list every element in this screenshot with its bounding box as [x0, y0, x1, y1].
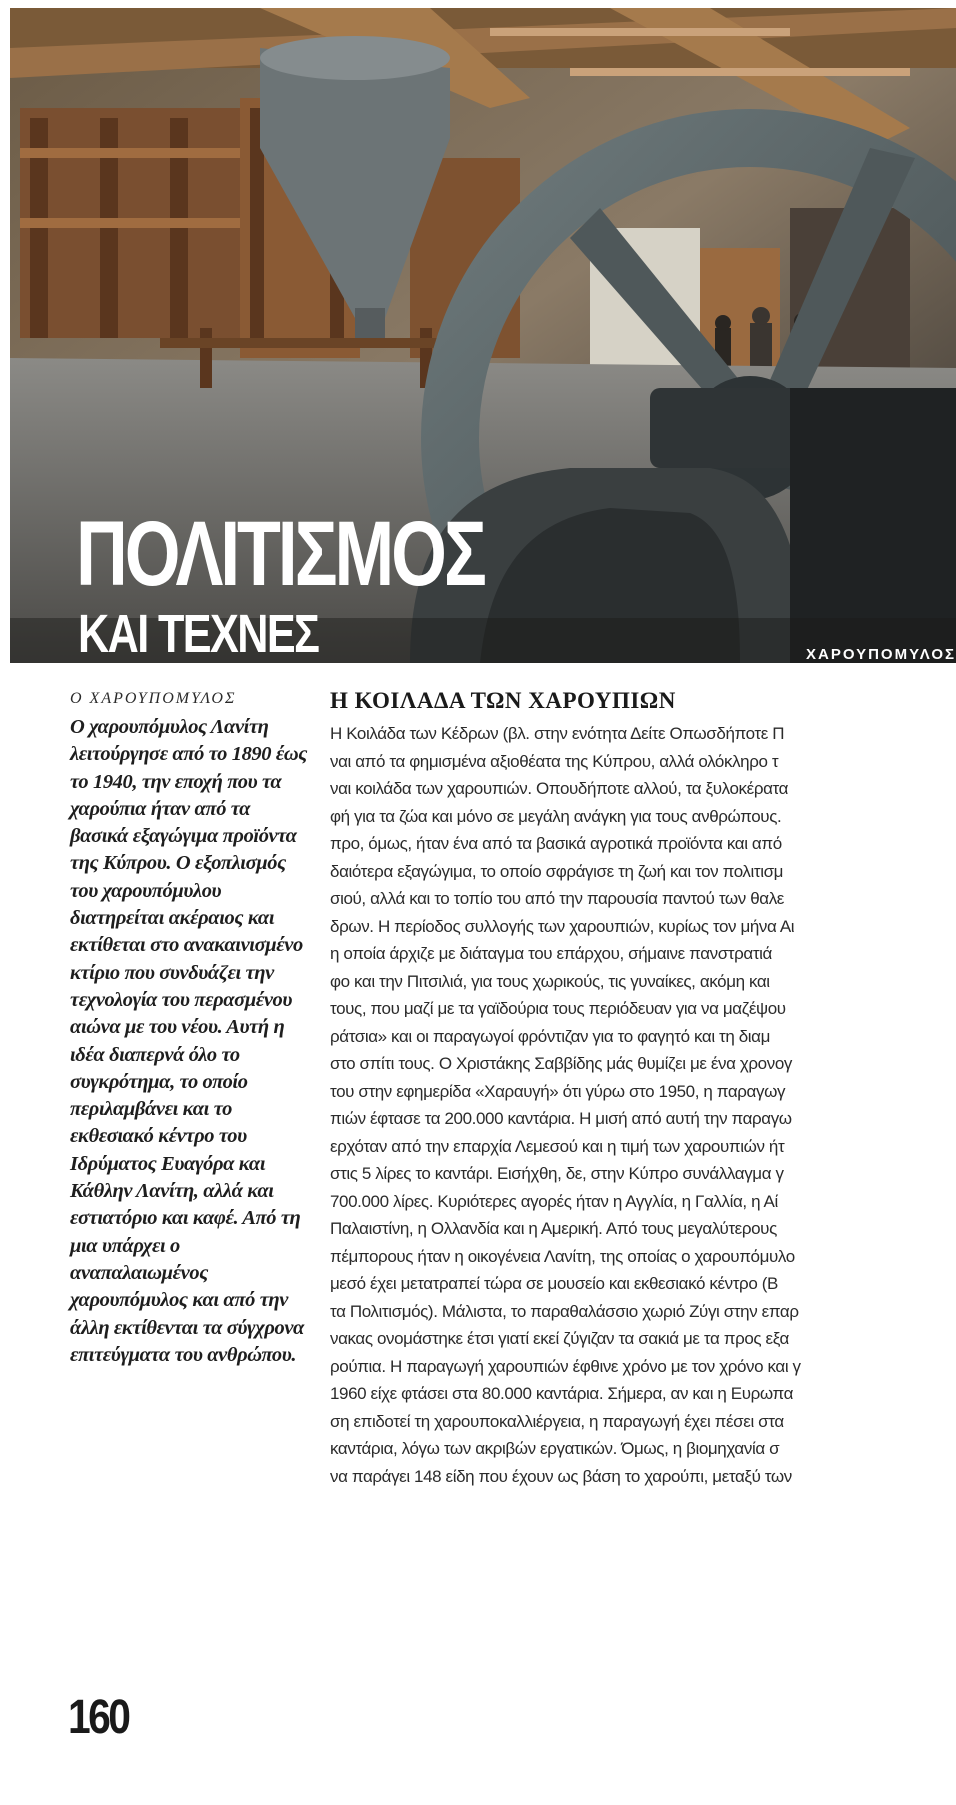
sidebar-body-text: Ο χαρουπόμυλος Λανίτη λειτούργησε από το 1890 έως το 1940, την εποχή που τα χαρούπια ήταν από τα βασικά εξαγώγιμα προϊόντα της Κύπρου. Ο εξοπλισμός του χαρουπόμυλου διατηρείται ακέραιος και εκτίθεται στο ανακαινισμένο κτίριο που συνδυάζει την τεχνολογία του περασμένου αιώνα με του νέου. Αυτή η ιδέα διαπερνά όλο το συγκρότημα, το οποίο περιλαμβάνει και το εκθεσιακό κέντρο του Ιδρύματος Ευαγόρα και Κάθλην Λανίτη, αλλά και εστιατόριο και καφέ. Από τη μια υπάρχει ο αναπαλαιωμένος χαρουπόμυλος και από την άλλη εκτίθενται τα σύγχρονα επιτεύγματα του ανθρώπου.	[70, 716, 308, 1366]
article-line: Παλαιστίνη, η Ολλανδία και η Αμερική. Από τους μεγαλύτερους	[330, 1219, 777, 1238]
sidebar-kicker: Ο ΧΑΡΟΥΠΟΜΥΛΟΣ	[70, 690, 237, 707]
section-title-kai-texnes: ΚΑΙ ΤΕΧΝΕΣ	[78, 604, 319, 663]
article-line: ναι κοιλάδα των χαρουπιών. Οπουδήποτε αλλού, τα ξυλοκέρατα	[330, 779, 789, 798]
article-line: ράτσια» και οι παραγωγοί φρόντιζαν για το φαγητό και τη διαμ	[330, 1026, 770, 1046]
article-line: ναι από τα φημισμένα αξιοθέατα της Κύπρου, αλλά ολόκληρο τ	[330, 751, 779, 771]
page-number: 160	[68, 1691, 129, 1744]
article-line: ση επιδοτεί τη χαρουποκαλλιέργεια, η παραγωγή έχει πέσει στα	[330, 1411, 784, 1431]
article-line: του στην εφημερίδα «Χαραυγή» ότι γύρω στο 1950, η παραγωγ	[330, 1081, 786, 1101]
article-line: στο σπίτι τους. Ο Χριστάκης Σαββίδης μάς θυμίζει με ένα χρονογ	[330, 1054, 792, 1073]
photo-caption-label: ΧΑΡΟΥΠΟΜΥΛΟΣ	[805, 646, 956, 663]
article-line: Η Κοιλάδα των Κέδρων (βλ. στην ενότητα Δείτε Οπωσδήποτε Π	[330, 724, 785, 743]
article-title: Η ΚΟΙΛΑΔΑ ΤΩΝ ΧΑΡΟΥΠΙΩΝ	[330, 688, 676, 713]
article-line: φο και την Πιτσιλιά, για τους χωρικούς, τις γυναίκες, ακόμη και	[330, 971, 770, 991]
article-line: δρων. Η περίοδος συλλογής των χαρουπιών, κυρίως τον μήνα Αι	[330, 916, 795, 936]
article-line: 700.000 λίρες. Κυριότερες αγορές ήταν η Αγγλία, η Γαλλία, η Αί	[330, 1191, 778, 1211]
article-line: καντάρια, λόγω των ακριβών εργατικών. Όμως, η βιομηχανία σ	[330, 1439, 780, 1458]
section-title-politismos: ΠΟΛΙΤΙΣΜΟΣ	[76, 503, 484, 605]
article-line: τα Πολιτισμός). Μάλιστα, το παραθαλάσσιο χωριό Ζύγι στην επαρ	[330, 1301, 799, 1321]
article-line: ερχόταν από την επαρχία Λεμεσού και η τιμή των χαρουπιών ήτ	[330, 1136, 785, 1156]
article-line: φή για τα ζώα και μόνο σε μεγάλη ανάγκη για τους ανθρώπους.	[330, 806, 782, 826]
article-line: προ, όμως, ήταν ένα από τα βασικά αγροτικά προϊόντα και από	[330, 834, 782, 853]
article-line: ρούπια. Η παραγωγή χαρουπιών έφθινε χρόνο με τον χρόνο και γ	[330, 1356, 801, 1376]
article-line: η οποία άρχιζε με διάταγμα του επάρχου, σήμαινε πανστρατιά	[330, 944, 772, 963]
article-line: πιών έφτασε τα 200.000 καντάρια. Η μισή από αυτή την παραγω	[330, 1109, 792, 1128]
article-line: πέμπορους ήταν η οικογένεια Λανίτη, της οποίας ο χαρουπόμυλο	[330, 1246, 795, 1266]
article-line: να παράγει 148 είδη που έχουν ως βάση το χαρούπι, μεταξύ των	[330, 1466, 792, 1486]
article-body	[330, 720, 956, 1490]
sidebar-caption	[70, 690, 310, 1369]
article-line: μεσό έχει μετατραπεί τώρα σε μουσείο και εκθεσιακό κέντρο (Β	[330, 1274, 778, 1293]
article-line: σιού, αλλά και το τοπίο του από την παρουσία παντού των θαλε	[330, 889, 784, 908]
article-column	[330, 688, 956, 1490]
article-line: δαιότερα εξαγώγιμα, το οποίο σφράγισε τη ζωή και τον πολιτισμ	[330, 861, 784, 881]
article-line: τους, που μαζί με τα γαϊδούρια τους περιόδευαν για να μαζέψου	[330, 999, 786, 1018]
article-line: 1960 είχε φτάσει στα 80.000 καντάρια. Σήμερα, αν και η Ευρωπα	[330, 1384, 794, 1403]
article-line: νακας ονομάστηκε έτσι γιατί εκεί ζύγιζαν τα σακιά με τα προς εξα	[330, 1329, 789, 1348]
article-line: στις 5 λίρες το καντάρι. Εισήχθη, δε, στην Κύπρο συνάλλαγμα γ	[330, 1164, 784, 1183]
hero-photo	[10, 8, 956, 663]
